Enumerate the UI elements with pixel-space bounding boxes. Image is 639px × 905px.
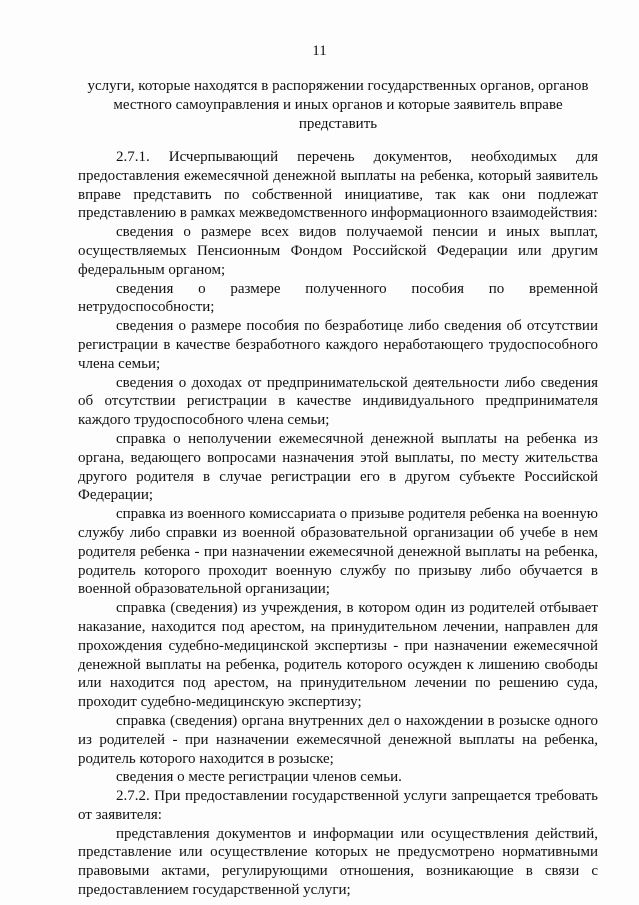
list-item-pension-info: сведения о размере всех видов получаемой пенсии и иных выплат, осуществляемых Пенсионным Фондом Российской Федерации или другим федеральным органом;: [78, 224, 598, 278]
list-item-military-certificate: справка из военного комиссариата о призыве родителя ребенка на военную службу либо справки из военной образовательной организации об учебе в нем родителя ребенка - при назначении ежемесячной денежной выплаты на ребенка, родитель которого проходит военную службу по призыву либо обучается в военной образовательной организации;: [78, 506, 598, 598]
list-item-registration-info: сведения о месте регистрации членов семьи.: [116, 769, 402, 786]
list-item-business-income: сведения о доходах от предпринимательской деятельности либо сведения об отсутствии регистрации в качестве индивидуального предпринимателя каждого трудоспособного члена семьи;: [78, 374, 598, 429]
list-item-police-certificate: справка (сведения) органа внутренних дел о нахождении в розыске одного из родителей - при назначении ежемесячной денежной выплаты на ребенка, родитель которого находится в розыске;: [78, 712, 598, 767]
paragraph-2-7-2: 2.7.2. При предоставлении государственной услуги запрещается требовать от заявителя:: [78, 788, 598, 823]
page-number: 11: [312, 43, 327, 59]
list-item-institution-certificate: справка (сведения) из учреждения, в котором один из родителей отбывает наказание, находится под арестом, на принудительном лечении, направлен для прохождения судебно-медицинской экспертизы - при назначении ежемесячной денежной выплаты на ребенка, родитель которого осужден к лишению свободы или находится под арестом, на принудительном лечении по решению суда, проходит судебно-медицинскую экспертизу;: [78, 600, 598, 711]
list-item-non-receipt-certificate: справка о неполучении ежемесячной денежной выплаты на ребенка из органа, ведающего вопросами назначения этой выплаты, по месту жительства другого родителя в случае регистрации его в другом субъекте Российской Федерации;: [78, 430, 598, 504]
list-item-unemployment-benefit: сведения о размере пособия по безработице либо сведения об отсутствии регистрации в качестве безработного каждого неработающего трудоспособного члена семьи;: [78, 318, 598, 372]
paragraph-2-7-1: 2.7.1. Исчерпывающий перечень документов, необходимых для предоставления ежемесячной денежной выплаты на ребенка, который заявитель вправе представить по собственной инициативе, так как они подлежат представлению в рамках межведомственного информационного взаимодействия:: [78, 149, 598, 222]
document-body: [78, 148, 598, 900]
list-item-disability-benefit: сведения о размере полученного пособия по временной нетрудоспособности;: [78, 280, 598, 316]
list-item-prohibited-documents: представления документов и информации или осуществления действий, представление или осуществление которых не предусмотрено нормативными правовыми актами, регулирующими отношения, возникающие в связи с предоставлением государственной услуги;: [78, 825, 598, 899]
section-heading: услуги, которые находятся в распоряжении государственных органов, органов местного самоуправления и иных органов и которые заявитель вправе представить: [87, 78, 589, 132]
